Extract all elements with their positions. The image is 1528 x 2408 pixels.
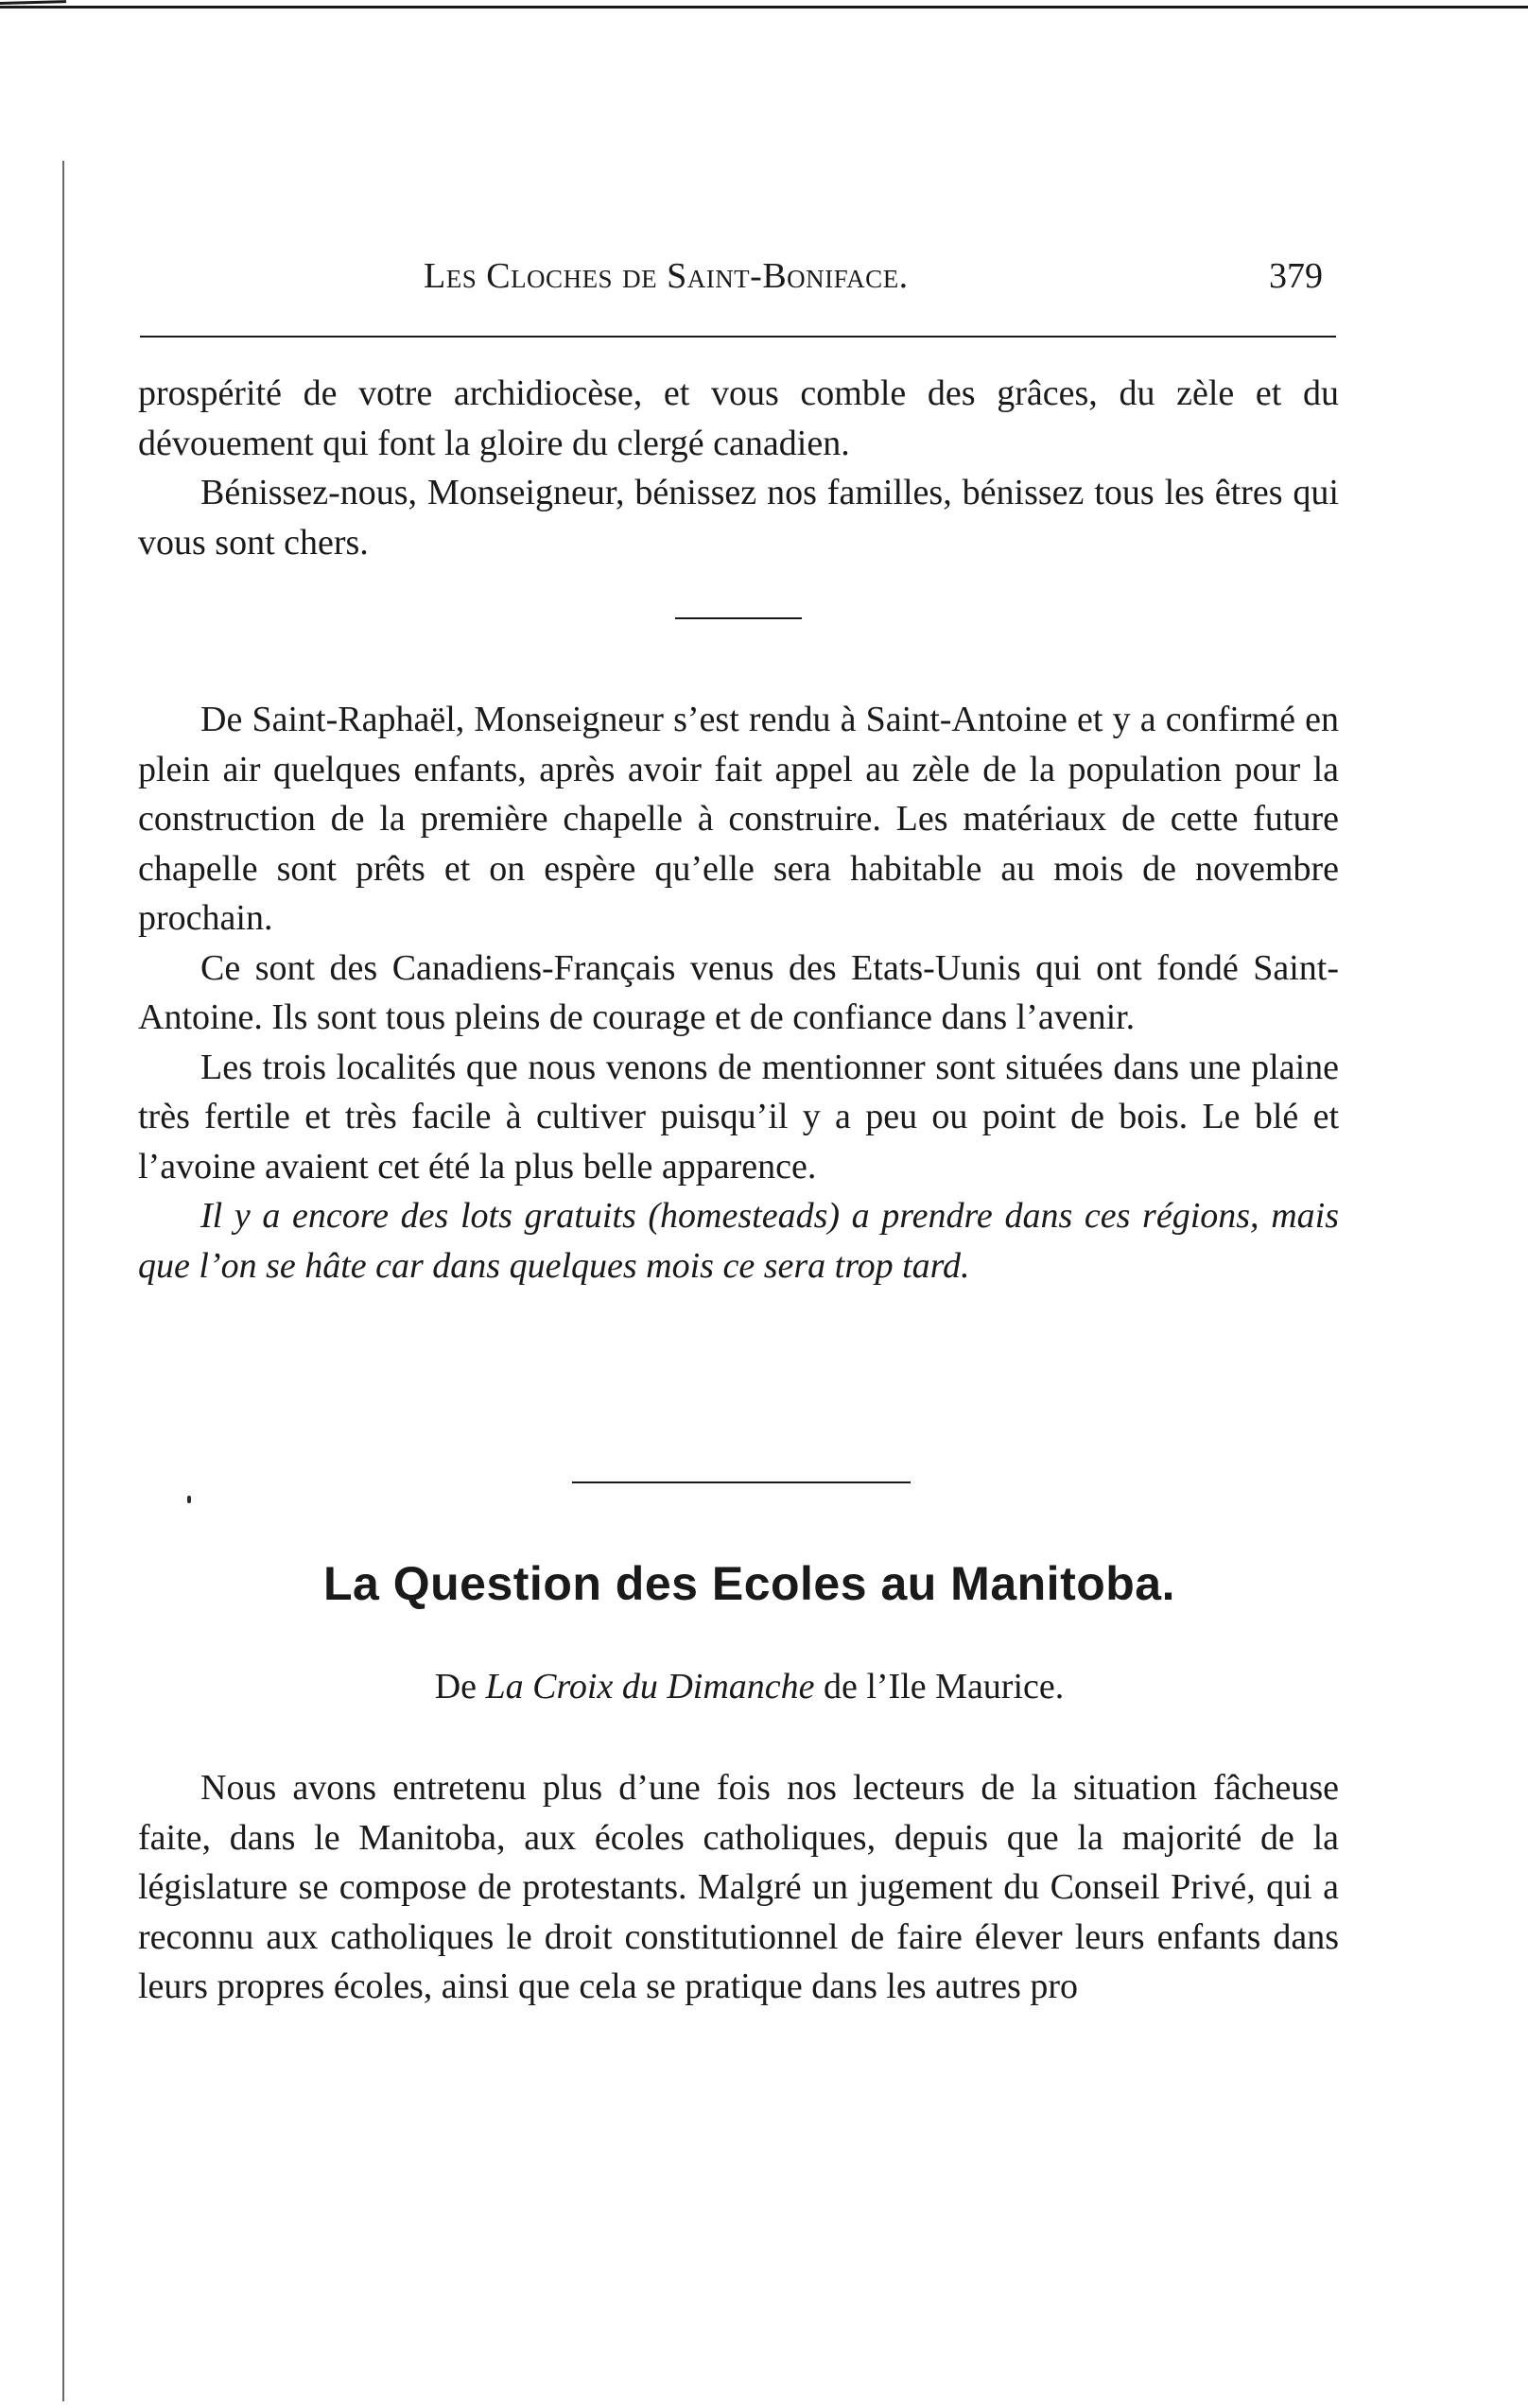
paragraph: prospérité de votre archidiocèse, et vous comble des grâces, du zèle et du dévouement qui font la gloire du clergé canadien. xyxy=(138,373,1339,463)
section-title: La Question des Ecoles au Manitoba. xyxy=(322,1557,1176,1610)
left-margin-rule xyxy=(62,161,64,2401)
text-block-bottom xyxy=(138,1763,1339,2012)
source-publication: La Croix du Dimanche xyxy=(485,1667,815,1706)
separator-long xyxy=(572,1481,911,1483)
paragraph: Les trois localités que nous venons de mentionner sont situées dans une plaine très fertile et très facile à cultiver puisqu’il y a peu ou point de bois. Le blé et l’avoine avaient cet été la plus belle apparence. xyxy=(138,1047,1339,1187)
separator-short xyxy=(675,617,802,619)
source-prefix: De xyxy=(434,1667,486,1706)
paragraph: Ce sont des Canadiens-Français venus des Etats-Uunis qui ont fondé Saint-Antoine. Ils sont tous pleins de courage et de confiance dans l’avenir. xyxy=(138,947,1339,1037)
paragraph: Bénissez-nous, Monseigneur, bénissez nos familles, bénissez tous les êtres qui vous sont chers. xyxy=(138,473,1339,563)
ink-mark xyxy=(187,1496,191,1503)
source-suffix: de l’Ile Maurice. xyxy=(814,1667,1065,1706)
top-edge-rule xyxy=(0,6,1528,9)
top-edge-stroke xyxy=(0,0,66,5)
paragraph-italic: Il y a encore des lots gratuits (homesteads) a prendre dans ces régions, mais que l’on se hâte car dans quelques mois ce sera trop tard. xyxy=(138,1196,1339,1286)
running-title: Les Cloches de Saint-Boniface. xyxy=(424,256,909,296)
paragraph: De Saint-Raphaël, Monseigneur s’est rendu à Saint-Antoine et y a confirmé en plein air quelques enfants, après avoir fait appel au zèle de la population pour la construction de la première chapelle à construire. Les matériaux de cette future chapelle sont prêts et on espère qu’elle sera habitable au mois de novembre prochain. xyxy=(138,700,1339,938)
header-rule xyxy=(140,336,1336,338)
text-block-middle xyxy=(138,695,1339,1291)
page-number: 379 xyxy=(1269,256,1323,296)
source-line xyxy=(0,1666,1499,1707)
paragraph: Nous avons entretenu plus d’une fois nos lecteurs de la situation fâcheuse faite, dans le Manitoba, aux écoles catholiques, depuis que la majorité de la législature se compose de protestants. Malgré un jugement du Conseil Privé, qui a reconnu aux catholiques le droit constitutionnel de faire élever leurs enfants dans leurs propres écoles, ainsi que cela se pratique dans les autres pro xyxy=(138,1768,1339,2006)
text-block-top xyxy=(138,369,1339,567)
